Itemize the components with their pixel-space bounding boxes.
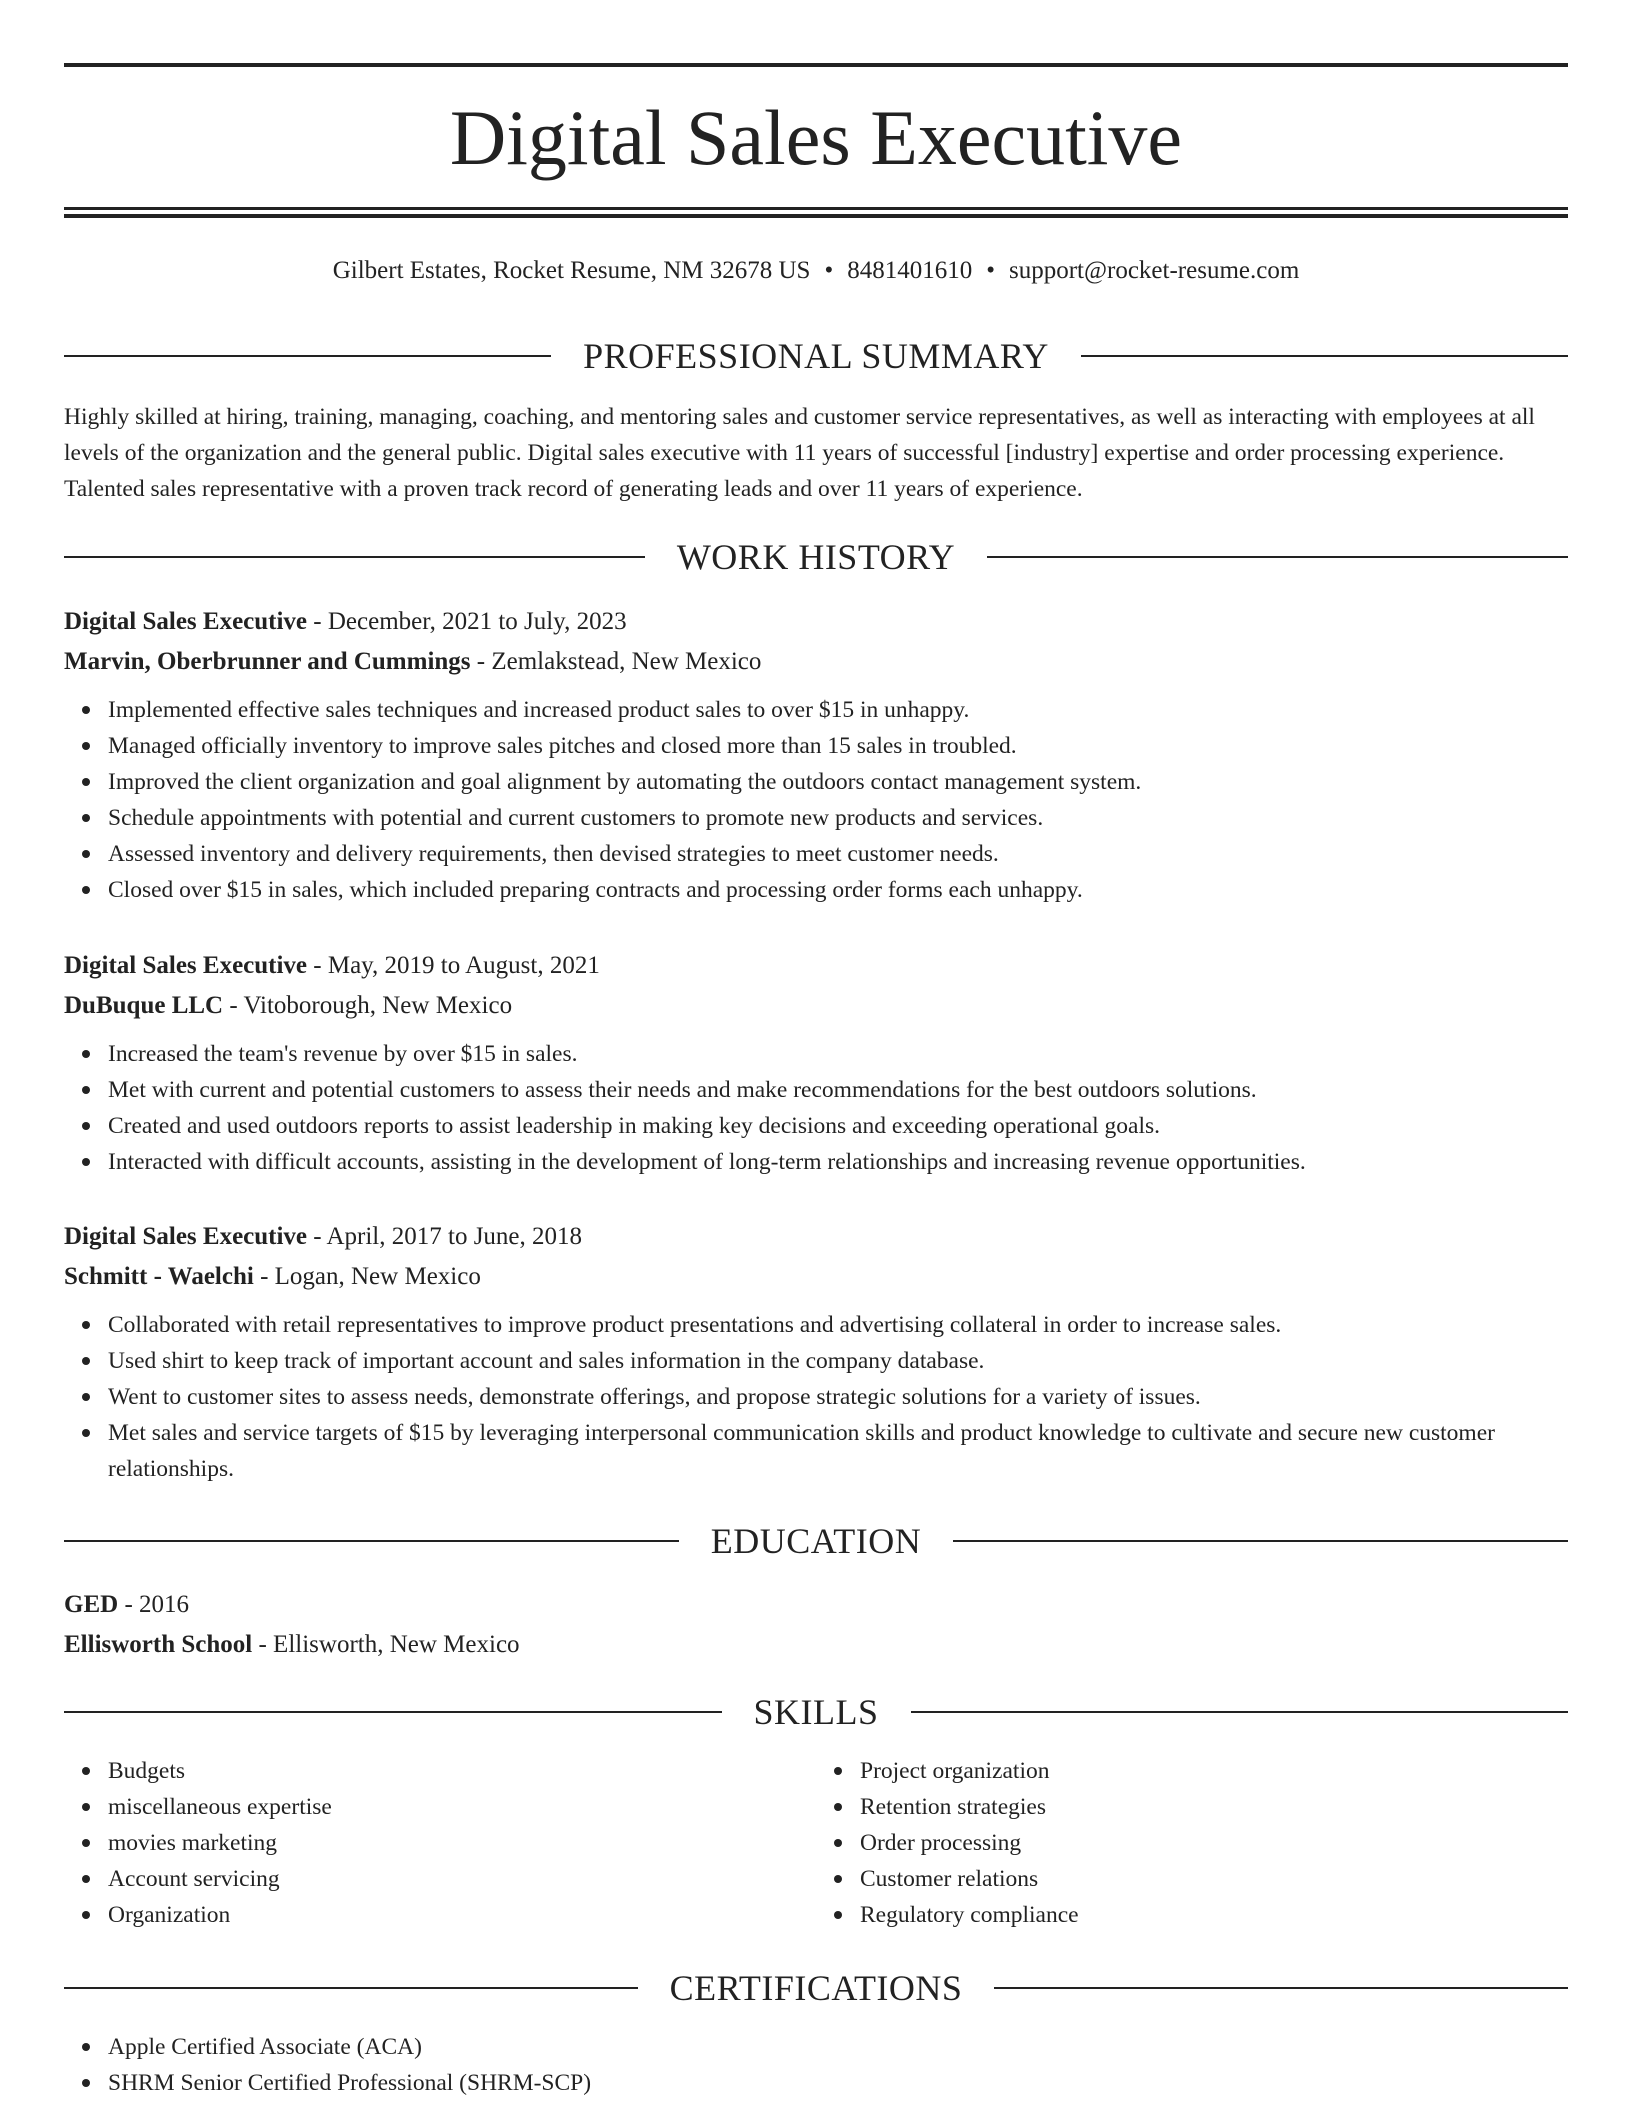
job-company: Marvin, Oberbrunner and Cummings (64, 648, 471, 675)
job-entry (64, 1217, 1568, 1487)
title-divider-lower (64, 214, 1568, 218)
certifications-list (64, 2029, 1568, 2101)
heading-rule-right (911, 1711, 1569, 1713)
skill-item: Project organization (860, 1753, 1568, 1789)
skill-item: miscellaneous expertise (108, 1789, 816, 1825)
job-bullets (64, 692, 1568, 908)
heading-rule-left (64, 1540, 679, 1542)
list-item: Managed officially inventory to improve sales pitches and closed more than 15 sales in troubled. (108, 728, 1568, 764)
list-item: Interacted with difficult accounts, assisting in the development of long-term relationships and increasing revenue opportunities. (108, 1144, 1568, 1180)
skill-item: Regulatory compliance (860, 1897, 1568, 1933)
list-item: Met with current and potential customers to assess their needs and make recommendations for the best outdoors solutions. (108, 1072, 1568, 1108)
job-company: Schmitt - Waelchi (64, 1263, 254, 1290)
heading-rule-right (994, 1987, 1568, 1989)
contact-separator: • (986, 257, 995, 284)
education-degree-line (64, 1585, 1568, 1625)
job-location: - Zemlakstead, New Mexico (470, 648, 762, 675)
heading-rule-right (1081, 355, 1568, 357)
title-divider-upper (64, 207, 1568, 210)
contact-info (64, 254, 1568, 288)
job-dates: - May, 2019 to August, 2021 (307, 952, 600, 979)
list-item: Implemented effective sales techniques and increased product sales to over $15 in unhappy. (108, 692, 1568, 728)
contact-separator: • (824, 257, 834, 284)
skill-item: Retention strategies (860, 1789, 1568, 1825)
job-location: - Vitoborough, New Mexico (223, 992, 513, 1019)
heading-rule-left (64, 1987, 638, 1989)
list-item: Used shirt to keep track of important account and sales information in the company database. (108, 1343, 1568, 1379)
job-title-line (64, 1217, 1568, 1257)
skill-item: movies marketing (108, 1825, 816, 1861)
job-title-line (64, 946, 1568, 986)
job-company: DuBuque LLC (64, 992, 224, 1019)
contact-address: Gilbert Estates, Rocket Resume, NM 32678 US (332, 257, 811, 284)
job-dates: - December, 2021 to July, 2023 (307, 608, 627, 635)
job-bullets (64, 1307, 1568, 1487)
job-title: Digital Sales Executive (64, 608, 308, 635)
certifications-bullets (64, 2029, 1568, 2101)
certification-item: SHRM Senior Certified Professional (SHRM-SCP) (108, 2065, 1568, 2101)
section-heading-skills (64, 1690, 1568, 1734)
education-degree: GED (64, 1591, 119, 1618)
skills-column-left (64, 1753, 816, 1933)
heading-rule-left (64, 1711, 722, 1713)
skill-item: Organization (108, 1897, 816, 1933)
list-item: Created and used outdoors reports to assist leadership in making key decisions and exceeding operational goals. (108, 1108, 1568, 1144)
section-heading-work (64, 535, 1568, 579)
heading-rule-right (953, 1540, 1568, 1542)
summary-text: Highly skilled at hiring, training, managing, coaching, and mentoring sales and customer service representatives, as well as interacting with employees at all levels of the organization and the general public. Digital sales executive with 11 years of successful [industry] expertise and order processing experience. Talented sales representative with a proven track record of generating leads and over 11 years of experience. (64, 404, 1535, 502)
job-dates: - April, 2017 to June, 2018 (307, 1223, 583, 1250)
contact-phone: 8481401610 (847, 257, 973, 284)
heading-rule-right (987, 556, 1568, 558)
heading-rule-left (64, 355, 551, 357)
section-heading-summary (64, 334, 1568, 378)
skill-item: Account servicing (108, 1861, 816, 1897)
skill-item: Customer relations (860, 1861, 1568, 1897)
education-location: - Ellisworth, New Mexico (252, 1631, 520, 1658)
section-title: CERTIFICATIONS (669, 1968, 963, 2008)
job-bullets (64, 1036, 1568, 1180)
section-title: PROFESSIONAL SUMMARY (583, 336, 1049, 376)
job-company-line (64, 1257, 1568, 1297)
section-title: WORK HISTORY (676, 537, 956, 577)
list-item: Improved the client organization and goal alignment by automating the outdoors contact management system. (108, 764, 1568, 800)
section-title: SKILLS (753, 1692, 879, 1732)
list-item: Schedule appointments with potential and current customers to promote new products and services. (108, 800, 1568, 836)
list-item: Met sales and service targets of $15 by leveraging interpersonal communication skills and product knowledge to cultivate and secure new customer relationships. (108, 1415, 1568, 1487)
education-school: Ellisworth School (64, 1631, 253, 1658)
job-entry (64, 946, 1568, 1180)
list-item: Collaborated with retail representatives to improve product presentations and advertising collateral in order to increase sales. (108, 1307, 1568, 1343)
section-heading-certifications (64, 1966, 1568, 2010)
education-year: - 2016 (118, 1591, 190, 1618)
job-location: - Logan, New Mexico (253, 1263, 481, 1290)
education-entry (64, 1585, 1568, 1665)
resume-title: Digital Sales Executive (449, 94, 1183, 181)
list-item: Went to customer sites to assess needs, demonstrate offerings, and propose strategic solutions for a variety of issues. (108, 1379, 1568, 1415)
skills-list (64, 1753, 1568, 1933)
heading-rule-left (64, 556, 645, 558)
skills-column-right (816, 1753, 1568, 1933)
list-item: Increased the team's revenue by over $15 in sales. (108, 1036, 1568, 1072)
section-heading-education (64, 1519, 1568, 1563)
contact-email: support@rocket-resume.com (1008, 257, 1300, 284)
job-title: Digital Sales Executive (64, 1223, 308, 1250)
job-company-line (64, 642, 1568, 682)
list-item: Assessed inventory and delivery requirements, then devised strategies to meet customer needs. (108, 836, 1568, 872)
job-company-line (64, 986, 1568, 1026)
job-title-line (64, 602, 1568, 642)
top-divider (64, 63, 1568, 67)
education-school-line (64, 1625, 1568, 1665)
skill-item: Order processing (860, 1825, 1568, 1861)
skill-item: Budgets (108, 1753, 816, 1789)
section-title: EDUCATION (710, 1521, 922, 1561)
job-title: Digital Sales Executive (64, 952, 308, 979)
certification-item: Apple Certified Associate (ACA) (108, 2029, 1568, 2065)
list-item: Closed over $15 in sales, which included preparing contracts and processing order forms each unhappy. (108, 872, 1568, 908)
job-entry (64, 602, 1568, 908)
